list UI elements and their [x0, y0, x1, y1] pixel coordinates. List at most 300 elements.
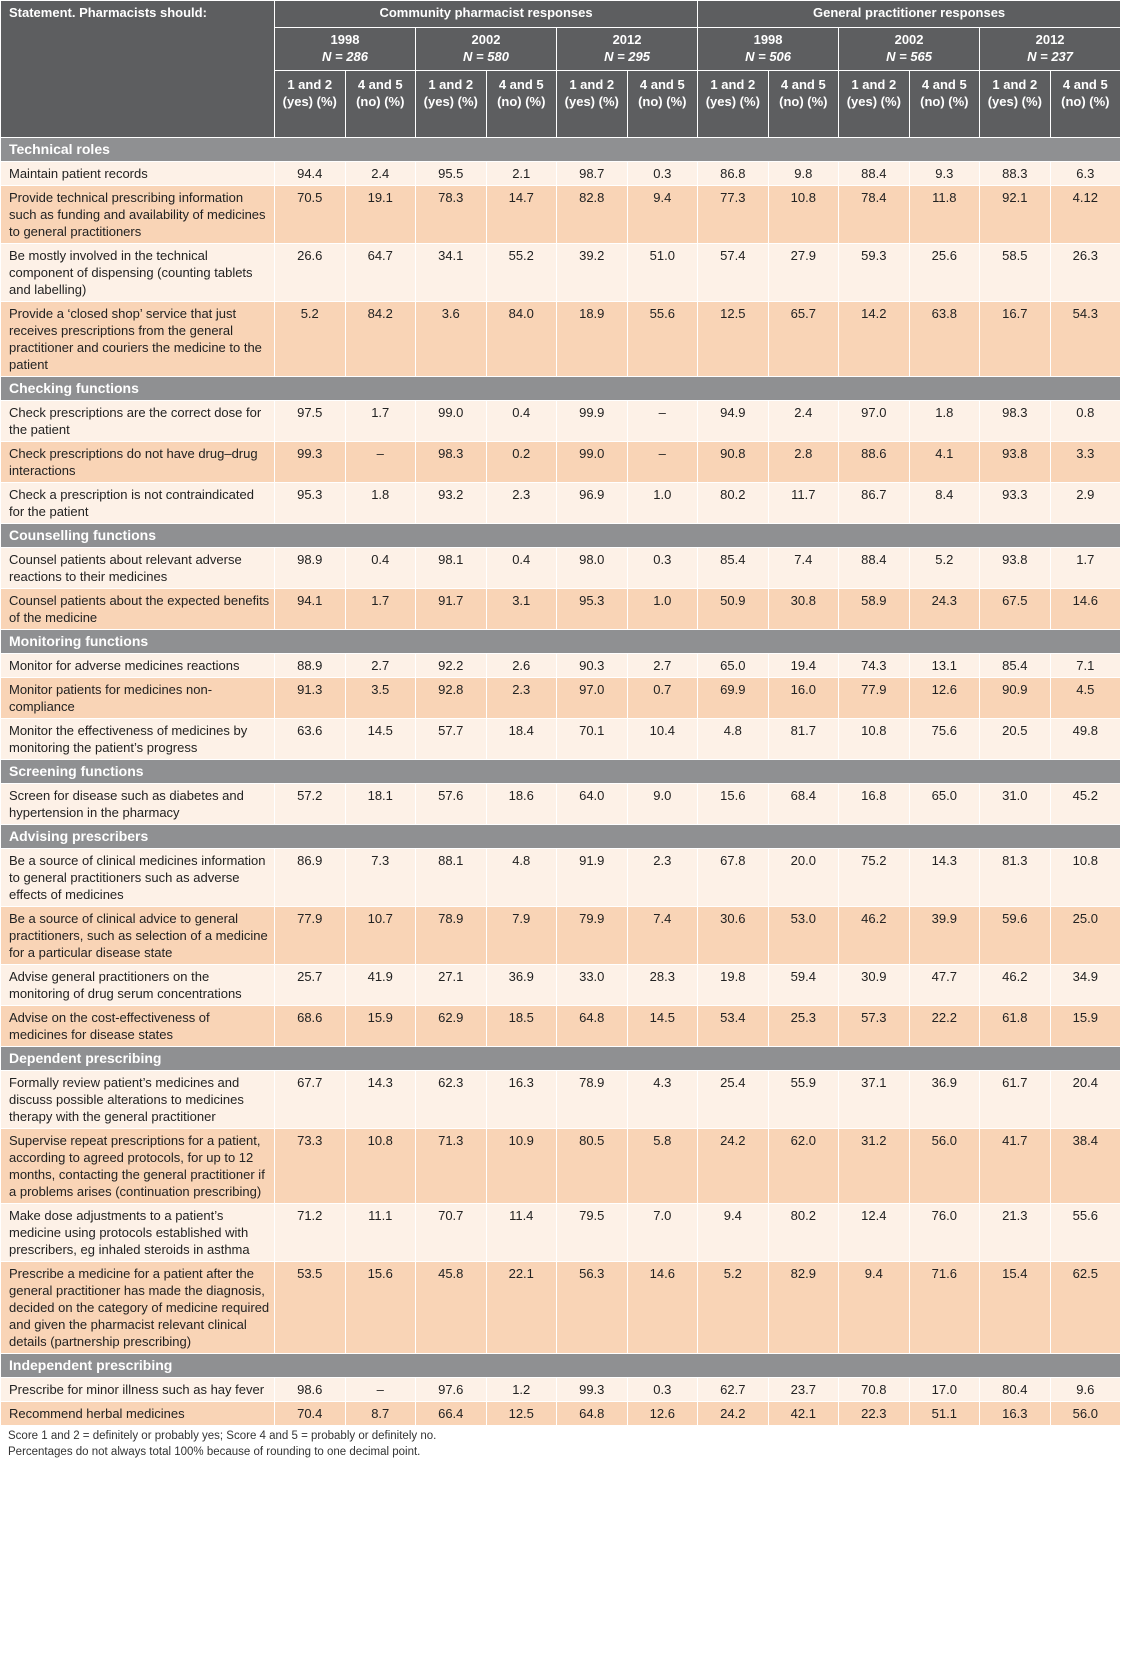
value-cell: 13.1: [909, 654, 980, 678]
table-row: [1, 401, 1121, 442]
value-cell: 86.7: [839, 483, 910, 524]
value-cell: 45.8: [416, 1262, 487, 1354]
statement-cell: Maintain patient records: [1, 162, 275, 186]
value-cell: 45.2: [1050, 784, 1121, 825]
value-cell: 9.3: [909, 162, 980, 186]
value-cell: 7.4: [627, 907, 698, 965]
value-cell: 97.0: [839, 401, 910, 442]
value-cell: 70.4: [275, 1402, 346, 1426]
value-cell: 64.8: [557, 1402, 628, 1426]
sample-size-label: N = 295: [604, 49, 650, 64]
value-cell: 2.3: [486, 483, 557, 524]
value-cell: 80.2: [768, 1204, 839, 1262]
value-cell: 97.5: [275, 401, 346, 442]
sample-size-label: N = 237: [1027, 49, 1074, 64]
value-cell: 11.1: [345, 1204, 416, 1262]
value-cell: 79.9: [557, 907, 628, 965]
yes-column-header: 1 and 2 (yes) (%): [698, 71, 769, 138]
value-cell: 18.4: [486, 719, 557, 760]
value-cell: 20.0: [768, 849, 839, 907]
statement-cell: Make dose adjustments to a patient’s medicine using protocols established with prescribers, eg inhaled steroids in asthma: [1, 1204, 275, 1262]
statement-cell: Formally review patient’s medicines and discuss possible alterations to medicines therapy with the general practitioner: [1, 1071, 275, 1129]
statement-cell: Be mostly involved in the technical component of dispensing (counting tablets and labelling): [1, 244, 275, 302]
section-title: Dependent prescribing: [1, 1047, 1121, 1071]
value-cell: 10.8: [345, 1129, 416, 1204]
value-cell: 71.3: [416, 1129, 487, 1204]
value-cell: 41.7: [980, 1129, 1051, 1204]
value-cell: 59.3: [839, 244, 910, 302]
statement-cell: Provide a ‘closed shop’ service that just receives prescriptions from the general practitioner and couriers the medicine to the patient: [1, 302, 275, 377]
section-row: [1, 524, 1121, 548]
value-cell: 1.7: [345, 589, 416, 630]
value-cell: 59.4: [768, 965, 839, 1006]
value-cell: 63.8: [909, 302, 980, 377]
value-cell: 70.1: [557, 719, 628, 760]
sample-size-label: N = 580: [463, 49, 509, 64]
statement-cell: Monitor the effectiveness of medicines by monitoring the patient’s progress: [1, 719, 275, 760]
value-cell: 61.8: [980, 1006, 1051, 1047]
statement-cell: Provide technical prescribing information such as funding and availability of medicines to general practitioners: [1, 186, 275, 244]
value-cell: 46.2: [839, 907, 910, 965]
value-cell: 88.3: [980, 162, 1051, 186]
value-cell: 5.2: [698, 1262, 769, 1354]
value-cell: 1.0: [627, 589, 698, 630]
statement-cell: Supervise repeat prescriptions for a patient, according to agreed protocols, for up to 12 months, contacting the general practitioner if a problems arises (continuation prescribing): [1, 1129, 275, 1204]
value-cell: 97.6: [416, 1378, 487, 1402]
value-cell: 12.5: [486, 1402, 557, 1426]
table-row: [1, 784, 1121, 825]
value-cell: 14.7: [486, 186, 557, 244]
value-cell: 98.3: [416, 442, 487, 483]
value-cell: 11.4: [486, 1204, 557, 1262]
footnotes: [0, 1426, 1056, 1460]
value-cell: 57.2: [275, 784, 346, 825]
value-cell: 3.1: [486, 589, 557, 630]
value-cell: 16.7: [980, 302, 1051, 377]
value-cell: 36.9: [909, 1071, 980, 1129]
value-cell: 51.0: [627, 244, 698, 302]
value-cell: 10.8: [839, 719, 910, 760]
value-cell: 81.3: [980, 849, 1051, 907]
value-cell: 0.3: [627, 162, 698, 186]
value-cell: 54.3: [1050, 302, 1121, 377]
value-cell: 0.2: [486, 442, 557, 483]
no-column-header: 4 and 5 (no) (%): [627, 71, 698, 138]
value-cell: 55.6: [1050, 1204, 1121, 1262]
value-cell: 94.9: [698, 401, 769, 442]
section-row: [1, 1047, 1121, 1071]
statement-cell: Prescribe for minor illness such as hay fever: [1, 1378, 275, 1402]
value-cell: 78.9: [416, 907, 487, 965]
no-column-header: 4 and 5 (no) (%): [768, 71, 839, 138]
year-header: [557, 28, 698, 71]
value-cell: 55.2: [486, 244, 557, 302]
table-row: [1, 654, 1121, 678]
table-row: [1, 442, 1121, 483]
value-cell: 14.3: [345, 1071, 416, 1129]
sample-size-label: N = 286: [322, 49, 368, 64]
value-cell: 24.2: [698, 1129, 769, 1204]
section-row: [1, 630, 1121, 654]
value-cell: 82.9: [768, 1262, 839, 1354]
value-cell: 75.2: [839, 849, 910, 907]
value-cell: 98.6: [275, 1378, 346, 1402]
section-title: Checking functions: [1, 377, 1121, 401]
value-cell: 2.7: [627, 654, 698, 678]
value-cell: 76.0: [909, 1204, 980, 1262]
value-cell: 4.3: [627, 1071, 698, 1129]
value-cell: 2.8: [768, 442, 839, 483]
value-cell: 92.8: [416, 678, 487, 719]
year-label: 1998: [330, 32, 360, 47]
table-row: [1, 678, 1121, 719]
value-cell: 25.4: [698, 1071, 769, 1129]
value-cell: 25.3: [768, 1006, 839, 1047]
value-cell: 16.0: [768, 678, 839, 719]
value-cell: 23.7: [768, 1378, 839, 1402]
value-cell: 77.9: [275, 907, 346, 965]
value-cell: 14.6: [627, 1262, 698, 1354]
value-cell: 65.7: [768, 302, 839, 377]
value-cell: 67.5: [980, 589, 1051, 630]
value-cell: 94.1: [275, 589, 346, 630]
value-cell: 17.0: [909, 1378, 980, 1402]
value-cell: 0.4: [486, 401, 557, 442]
value-cell: 98.0: [557, 548, 628, 589]
value-cell: 42.1: [768, 1402, 839, 1426]
value-cell: 15.6: [345, 1262, 416, 1354]
value-cell: 26.6: [275, 244, 346, 302]
value-cell: 22.2: [909, 1006, 980, 1047]
value-cell: 55.9: [768, 1071, 839, 1129]
table-row: [1, 1402, 1121, 1426]
no-column-header: 4 and 5 (no) (%): [345, 71, 416, 138]
value-cell: 55.6: [627, 302, 698, 377]
value-cell: 92.1: [980, 186, 1051, 244]
value-cell: 81.7: [768, 719, 839, 760]
table-row: [1, 719, 1121, 760]
value-cell: 74.3: [839, 654, 910, 678]
value-cell: 97.0: [557, 678, 628, 719]
value-cell: 73.3: [275, 1129, 346, 1204]
value-cell: 1.7: [1050, 548, 1121, 589]
value-cell: 61.7: [980, 1071, 1051, 1129]
value-cell: 90.3: [557, 654, 628, 678]
value-cell: 26.3: [1050, 244, 1121, 302]
value-cell: 62.0: [768, 1129, 839, 1204]
value-cell: 68.4: [768, 784, 839, 825]
table-row: [1, 965, 1121, 1006]
value-cell: 4.8: [486, 849, 557, 907]
statement-cell: Counsel patients about relevant adverse reactions to their medicines: [1, 548, 275, 589]
value-cell: –: [627, 442, 698, 483]
section-title: Counselling functions: [1, 524, 1121, 548]
value-cell: 18.1: [345, 784, 416, 825]
statement-cell: Advise general practitioners on the monitoring of drug serum concentrations: [1, 965, 275, 1006]
value-cell: 15.9: [345, 1006, 416, 1047]
value-cell: 2.3: [486, 678, 557, 719]
value-cell: 98.1: [416, 548, 487, 589]
value-cell: 7.4: [768, 548, 839, 589]
value-cell: 58.9: [839, 589, 910, 630]
section-title: Independent prescribing: [1, 1354, 1121, 1378]
statement-cell: Monitor for adverse medicines reactions: [1, 654, 275, 678]
section-row: [1, 377, 1121, 401]
value-cell: 3.3: [1050, 442, 1121, 483]
value-cell: 93.8: [980, 548, 1051, 589]
value-cell: 22.1: [486, 1262, 557, 1354]
value-cell: 7.1: [1050, 654, 1121, 678]
group-header-gp: General practitioner responses: [698, 1, 1121, 28]
value-cell: 2.1: [486, 162, 557, 186]
table-row: [1, 589, 1121, 630]
table-row: [1, 1262, 1121, 1354]
value-cell: 18.5: [486, 1006, 557, 1047]
value-cell: 14.5: [627, 1006, 698, 1047]
value-cell: 15.6: [698, 784, 769, 825]
year-label: 2012: [1035, 32, 1065, 47]
value-cell: 5.8: [627, 1129, 698, 1204]
value-cell: –: [345, 1378, 416, 1402]
value-cell: 70.7: [416, 1204, 487, 1262]
value-cell: 56.0: [909, 1129, 980, 1204]
value-cell: 67.7: [275, 1071, 346, 1129]
table-header: [1, 1, 1121, 138]
value-cell: 78.4: [839, 186, 910, 244]
section-row: [1, 760, 1121, 784]
value-cell: 0.8: [1050, 401, 1121, 442]
no-column-header: 4 and 5 (no) (%): [909, 71, 980, 138]
sample-size-label: N = 565: [886, 49, 933, 64]
value-cell: 59.6: [980, 907, 1051, 965]
value-cell: 71.6: [909, 1262, 980, 1354]
value-cell: 36.9: [486, 965, 557, 1006]
value-cell: 80.2: [698, 483, 769, 524]
value-cell: 65.0: [909, 784, 980, 825]
value-cell: 57.7: [416, 719, 487, 760]
value-cell: 56.3: [557, 1262, 628, 1354]
value-cell: 1.7: [345, 401, 416, 442]
value-cell: 2.7: [345, 654, 416, 678]
value-cell: 53.0: [768, 907, 839, 965]
value-cell: 14.5: [345, 719, 416, 760]
value-cell: 82.8: [557, 186, 628, 244]
value-cell: 67.8: [698, 849, 769, 907]
value-cell: 20.4: [1050, 1071, 1121, 1129]
value-cell: 4.1: [909, 442, 980, 483]
value-cell: 53.4: [698, 1006, 769, 1047]
value-cell: 34.1: [416, 244, 487, 302]
value-cell: 12.6: [909, 678, 980, 719]
value-cell: 10.7: [345, 907, 416, 965]
value-cell: 96.9: [557, 483, 628, 524]
table-row: [1, 162, 1121, 186]
value-cell: 86.8: [698, 162, 769, 186]
value-cell: 62.7: [698, 1378, 769, 1402]
year-header: [698, 28, 839, 71]
value-cell: 99.9: [557, 401, 628, 442]
value-cell: 79.5: [557, 1204, 628, 1262]
value-cell: 1.8: [345, 483, 416, 524]
value-cell: 16.3: [980, 1402, 1051, 1426]
value-cell: 9.8: [768, 162, 839, 186]
value-cell: 30.8: [768, 589, 839, 630]
statement-cell: Recommend herbal medicines: [1, 1402, 275, 1426]
value-cell: 9.6: [1050, 1378, 1121, 1402]
yes-column-header: 1 and 2 (yes) (%): [839, 71, 910, 138]
value-cell: 95.5: [416, 162, 487, 186]
table-row: [1, 244, 1121, 302]
value-cell: 19.1: [345, 186, 416, 244]
value-cell: 18.9: [557, 302, 628, 377]
value-cell: 88.1: [416, 849, 487, 907]
value-cell: 93.8: [980, 442, 1051, 483]
section-title: Technical roles: [1, 138, 1121, 162]
value-cell: 14.3: [909, 849, 980, 907]
value-cell: 25.6: [909, 244, 980, 302]
value-cell: 11.7: [768, 483, 839, 524]
statement-cell: Check a prescription is not contraindicated for the patient: [1, 483, 275, 524]
value-cell: 85.4: [980, 654, 1051, 678]
value-cell: 93.2: [416, 483, 487, 524]
value-cell: 10.8: [1050, 849, 1121, 907]
value-cell: 56.0: [1050, 1402, 1121, 1426]
value-cell: 53.5: [275, 1262, 346, 1354]
value-cell: 30.9: [839, 965, 910, 1006]
table-row: [1, 1204, 1121, 1262]
value-cell: 2.3: [627, 849, 698, 907]
value-cell: 31.0: [980, 784, 1051, 825]
value-cell: 5.2: [909, 548, 980, 589]
value-cell: 91.3: [275, 678, 346, 719]
year-header: [416, 28, 557, 71]
value-cell: 10.8: [768, 186, 839, 244]
value-cell: 70.5: [275, 186, 346, 244]
section-title: Advising prescribers: [1, 825, 1121, 849]
value-cell: 38.4: [1050, 1129, 1121, 1204]
value-cell: 84.0: [486, 302, 557, 377]
statement-cell: Counsel patients about the expected benefits of the medicine: [1, 589, 275, 630]
value-cell: 51.1: [909, 1402, 980, 1426]
value-cell: 78.3: [416, 186, 487, 244]
value-cell: 7.9: [486, 907, 557, 965]
value-cell: 10.9: [486, 1129, 557, 1204]
value-cell: 99.0: [416, 401, 487, 442]
year-header: [839, 28, 980, 71]
statement-cell: Screen for disease such as diabetes and hypertension in the pharmacy: [1, 784, 275, 825]
value-cell: 20.5: [980, 719, 1051, 760]
table-row: [1, 907, 1121, 965]
value-cell: 18.6: [486, 784, 557, 825]
year-label: 1998: [753, 32, 783, 47]
value-cell: 49.8: [1050, 719, 1121, 760]
value-cell: 50.9: [698, 589, 769, 630]
value-cell: 88.9: [275, 654, 346, 678]
value-cell: 12.5: [698, 302, 769, 377]
value-cell: 4.8: [698, 719, 769, 760]
value-cell: 66.4: [416, 1402, 487, 1426]
table-row: [1, 186, 1121, 244]
value-cell: 94.4: [275, 162, 346, 186]
value-cell: 95.3: [275, 483, 346, 524]
no-column-header: 4 and 5 (no) (%): [1050, 71, 1121, 138]
table-row: [1, 1378, 1121, 1402]
value-cell: 0.7: [627, 678, 698, 719]
value-cell: 86.9: [275, 849, 346, 907]
value-cell: 71.2: [275, 1204, 346, 1262]
value-cell: 19.4: [768, 654, 839, 678]
value-cell: 2.4: [345, 162, 416, 186]
value-cell: 25.7: [275, 965, 346, 1006]
value-cell: 69.9: [698, 678, 769, 719]
value-cell: 80.4: [980, 1378, 1051, 1402]
value-cell: 19.8: [698, 965, 769, 1006]
value-cell: 9.4: [627, 186, 698, 244]
table-body: [1, 138, 1121, 1426]
value-cell: 15.9: [1050, 1006, 1121, 1047]
value-cell: 64.0: [557, 784, 628, 825]
value-cell: 16.3: [486, 1071, 557, 1129]
year-label: 2012: [612, 32, 642, 47]
value-cell: 39.9: [909, 907, 980, 965]
value-cell: 77.3: [698, 186, 769, 244]
value-cell: 31.2: [839, 1129, 910, 1204]
value-cell: 65.0: [698, 654, 769, 678]
value-cell: 3.5: [345, 678, 416, 719]
value-cell: 1.8: [909, 401, 980, 442]
value-cell: 91.7: [416, 589, 487, 630]
value-cell: 1.0: [627, 483, 698, 524]
statement-header: Statement. Pharmacists should:: [1, 1, 275, 138]
value-cell: 88.6: [839, 442, 910, 483]
value-cell: –: [627, 401, 698, 442]
yes-column-header: 1 and 2 (yes) (%): [416, 71, 487, 138]
year-label: 2002: [471, 32, 501, 47]
value-cell: 64.8: [557, 1006, 628, 1047]
value-cell: 22.3: [839, 1402, 910, 1426]
value-cell: 98.3: [980, 401, 1051, 442]
footnote: Percentages do not always total 100% because of rounding to one decimal point.: [8, 1446, 421, 1458]
value-cell: 9.4: [698, 1204, 769, 1262]
statement-cell: Be a source of clinical medicines information to general practitioners such as adverse effects of medicines: [1, 849, 275, 907]
value-cell: 10.4: [627, 719, 698, 760]
value-cell: 77.9: [839, 678, 910, 719]
value-cell: 5.2: [275, 302, 346, 377]
table-row: [1, 302, 1121, 377]
section-row: [1, 1354, 1121, 1378]
value-cell: 75.6: [909, 719, 980, 760]
value-cell: 88.4: [839, 548, 910, 589]
value-cell: 90.8: [698, 442, 769, 483]
value-cell: 68.6: [275, 1006, 346, 1047]
yes-column-header: 1 and 2 (yes) (%): [980, 71, 1051, 138]
value-cell: –: [345, 442, 416, 483]
value-cell: 14.2: [839, 302, 910, 377]
value-cell: 25.0: [1050, 907, 1121, 965]
year-header: [275, 28, 416, 71]
value-cell: 12.6: [627, 1402, 698, 1426]
value-cell: 33.0: [557, 965, 628, 1006]
yes-column-header: 1 and 2 (yes) (%): [557, 71, 628, 138]
value-cell: 88.4: [839, 162, 910, 186]
table-row: [1, 1129, 1121, 1204]
value-cell: 57.4: [698, 244, 769, 302]
value-cell: 98.7: [557, 162, 628, 186]
value-cell: 0.3: [627, 1378, 698, 1402]
value-cell: 2.4: [768, 401, 839, 442]
yes-column-header: 1 and 2 (yes) (%): [275, 71, 346, 138]
value-cell: 28.3: [627, 965, 698, 1006]
